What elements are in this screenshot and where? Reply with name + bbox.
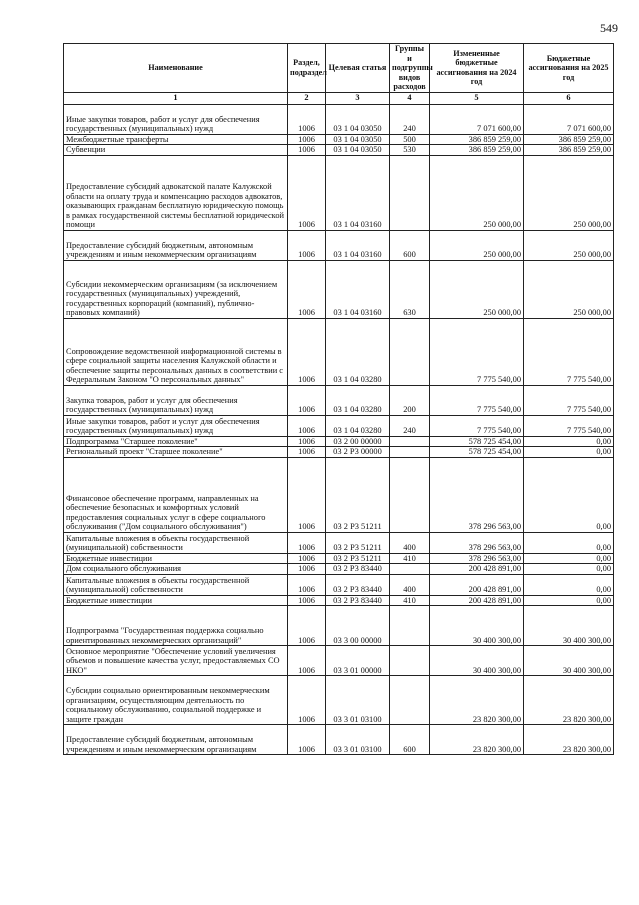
row-section: 1006 (288, 676, 326, 725)
row-name: Субвенции (64, 145, 288, 156)
row-target: 03 2 P3 00000 (326, 447, 390, 458)
column-number: 2 (288, 92, 326, 104)
row-name: Дом социального обслуживания (64, 564, 288, 575)
row-section: 1006 (288, 457, 326, 532)
row-amount-2024: 7 775 540,00 (430, 385, 524, 415)
row-amount-2024: 386 859 259,00 (430, 145, 524, 156)
row-name: Региональный проект "Старшее поколение" (64, 447, 288, 458)
row-amount-2024: 30 400 300,00 (430, 646, 524, 676)
row-section: 1006 (288, 725, 326, 755)
row-section: 1006 (288, 436, 326, 447)
row-name: Подпрограмма "Государственная поддержка социально ориентированных некоммерческих организаций" (64, 606, 288, 646)
row-amount-2025: 30 400 300,00 (524, 646, 614, 676)
row-name: Подпрограмма "Старшее поколение" (64, 436, 288, 447)
table-row (64, 564, 614, 575)
row-amount-2025: 7 775 540,00 (524, 385, 614, 415)
row-group: 500 (390, 134, 430, 145)
row-target: 03 2 P3 83440 (326, 564, 390, 575)
row-target: 03 1 04 03050 (326, 134, 390, 145)
row-name: Иные закупки товаров, работ и услуг для обеспечения государственных (муниципальных) нужд (64, 104, 288, 134)
column-number-row (64, 92, 614, 104)
row-group (390, 606, 430, 646)
row-amount-2025: 0,00 (524, 574, 614, 595)
row-amount-2025: 7 775 540,00 (524, 415, 614, 436)
row-name: Предоставление субсидий адвокатской палате Калужской области на оплату труда и компенсацию расходов адвокатов, оказывающих гражданам бесплатную юридическую помощь в рамках государственной системы бесплатной юридической помощи (64, 155, 288, 230)
row-group (390, 436, 430, 447)
row-target: 03 3 01 00000 (326, 646, 390, 676)
row-amount-2024: 250 000,00 (430, 155, 524, 230)
row-group: 410 (390, 553, 430, 564)
table-row (64, 606, 614, 646)
row-group: 530 (390, 145, 430, 156)
row-amount-2025: 0,00 (524, 447, 614, 458)
row-section: 1006 (288, 595, 326, 606)
table-row (64, 145, 614, 156)
row-name: Финансовое обеспечение программ, направленных на обеспечение безопасных и комфортных условий предоставления социальных услуг в сфере социального обслуживания ("Дом социального обслуживания") (64, 457, 288, 532)
row-amount-2024: 578 725 454,00 (430, 436, 524, 447)
row-name: Основное мероприятие "Обеспечение условий увеличения объемов и повышение качества услуг, предоставляемых СО НКО" (64, 646, 288, 676)
row-target: 03 1 04 03160 (326, 260, 390, 318)
table-row (64, 553, 614, 564)
row-amount-2024: 7 775 540,00 (430, 415, 524, 436)
row-group (390, 155, 430, 230)
column-number: 1 (64, 92, 288, 104)
row-target: 03 3 01 03100 (326, 676, 390, 725)
table-row (64, 230, 614, 260)
row-group: 410 (390, 595, 430, 606)
table-row (64, 318, 614, 385)
row-amount-2024: 7 775 540,00 (430, 318, 524, 385)
row-amount-2024: 386 859 259,00 (430, 134, 524, 145)
table-row (64, 260, 614, 318)
row-name: Предоставление субсидий бюджетным, автономным учреждениям и иным некоммерческим организациям (64, 725, 288, 755)
row-amount-2025: 23 820 300,00 (524, 676, 614, 725)
row-name: Иные закупки товаров, работ и услуг для обеспечения государственных (муниципальных) нужд (64, 415, 288, 436)
table-row (64, 457, 614, 532)
row-section: 1006 (288, 385, 326, 415)
row-amount-2025: 0,00 (524, 436, 614, 447)
row-group: 200 (390, 385, 430, 415)
row-target: 03 2 00 00000 (326, 436, 390, 447)
row-amount-2024: 378 296 563,00 (430, 457, 524, 532)
row-amount-2024: 378 296 563,00 (430, 553, 524, 564)
row-amount-2025: 250 000,00 (524, 155, 614, 230)
row-section: 1006 (288, 230, 326, 260)
row-group: 240 (390, 415, 430, 436)
row-group (390, 447, 430, 458)
row-target: 03 2 P3 51211 (326, 457, 390, 532)
row-amount-2024: 250 000,00 (430, 260, 524, 318)
row-amount-2025: 250 000,00 (524, 230, 614, 260)
row-name: Межбюджетные трансферты (64, 134, 288, 145)
header-budget-2025: Бюджетные ассигнования на 2025 год (524, 44, 614, 93)
row-amount-2025: 23 820 300,00 (524, 725, 614, 755)
row-group: 240 (390, 104, 430, 134)
row-name: Субсидии социально ориентированным некоммерческим организациям, осуществляющим деятельность по социальному обслуживанию, социальной поддержке и защите граждан (64, 676, 288, 725)
row-target: 03 2 P3 51211 (326, 532, 390, 553)
row-target: 03 2 P3 83440 (326, 574, 390, 595)
row-amount-2025: 0,00 (524, 553, 614, 564)
row-amount-2025: 0,00 (524, 595, 614, 606)
column-number: 3 (326, 92, 390, 104)
header-changed-2024: Измененные бюджетные ассигнования на 2024 год (430, 44, 524, 93)
row-amount-2024: 200 428 891,00 (430, 574, 524, 595)
row-group (390, 646, 430, 676)
row-group: 400 (390, 574, 430, 595)
row-target: 03 1 04 03160 (326, 230, 390, 260)
column-number: 4 (390, 92, 430, 104)
header-section: Раздел, подраздел (288, 44, 326, 93)
row-name: Закупка товаров, работ и услуг для обеспечения государственных (муниципальных) нужд (64, 385, 288, 415)
header-name: Наименование (64, 44, 288, 93)
row-target: 03 1 04 03280 (326, 385, 390, 415)
row-name: Капитальные вложения в объекты государственной (муниципальной) собственности (64, 532, 288, 553)
row-group: 600 (390, 230, 430, 260)
budget-table (63, 43, 614, 755)
row-section: 1006 (288, 606, 326, 646)
row-amount-2025: 7 071 600,00 (524, 104, 614, 134)
row-section: 1006 (288, 574, 326, 595)
row-target: 03 2 P3 51211 (326, 553, 390, 564)
header-target: Целевая статья (326, 44, 390, 93)
table-row (64, 676, 614, 725)
column-number: 6 (524, 92, 614, 104)
row-name: Сопровождение ведомственной информационной системы в сфере социальной защиты населения Калужской области и обеспечение защиты персональных данных в соответствии с Федеральным Законом "О персональных данных" (64, 318, 288, 385)
row-amount-2024: 200 428 891,00 (430, 595, 524, 606)
row-amount-2024: 200 428 891,00 (430, 564, 524, 575)
row-section: 1006 (288, 564, 326, 575)
row-target: 03 1 04 03050 (326, 145, 390, 156)
row-name: Бюджетные инвестиции (64, 595, 288, 606)
row-amount-2024: 23 820 300,00 (430, 676, 524, 725)
row-group (390, 318, 430, 385)
row-name: Капитальные вложения в объекты государственной (муниципальной) собственности (64, 574, 288, 595)
row-name: Бюджетные инвестиции (64, 553, 288, 564)
row-amount-2024: 23 820 300,00 (430, 725, 524, 755)
row-target: 03 1 04 03280 (326, 318, 390, 385)
table-row (64, 646, 614, 676)
row-group: 600 (390, 725, 430, 755)
table-row (64, 104, 614, 134)
row-target: 03 2 P3 83440 (326, 595, 390, 606)
row-amount-2025: 250 000,00 (524, 260, 614, 318)
row-section: 1006 (288, 134, 326, 145)
row-amount-2024: 578 725 454,00 (430, 447, 524, 458)
row-section: 1006 (288, 260, 326, 318)
row-amount-2025: 0,00 (524, 457, 614, 532)
row-group (390, 564, 430, 575)
row-amount-2025: 386 859 259,00 (524, 134, 614, 145)
row-group: 400 (390, 532, 430, 553)
row-group: 630 (390, 260, 430, 318)
row-amount-2025: 386 859 259,00 (524, 145, 614, 156)
row-section: 1006 (288, 553, 326, 564)
row-target: 03 1 04 03160 (326, 155, 390, 230)
page-number: 549 (600, 21, 618, 35)
header-row (64, 44, 614, 93)
table-row (64, 532, 614, 553)
table-row (64, 447, 614, 458)
column-number: 5 (430, 92, 524, 104)
row-section: 1006 (288, 318, 326, 385)
row-section: 1006 (288, 415, 326, 436)
table-row (64, 415, 614, 436)
row-amount-2024: 250 000,00 (430, 230, 524, 260)
row-section: 1006 (288, 145, 326, 156)
row-amount-2025: 0,00 (524, 532, 614, 553)
row-name: Субсидии некоммерческим организациям (за исключением государственных (муниципальных) учреждений, государственных корпораций (компаний), публично-правовых компаний) (64, 260, 288, 318)
row-target: 03 3 00 00000 (326, 606, 390, 646)
row-name: Предоставление субсидий бюджетным, автономным учреждениям и иным некоммерческим организациям (64, 230, 288, 260)
table-row (64, 134, 614, 145)
row-section: 1006 (288, 646, 326, 676)
header-groups: Группы и подгруппы видов расходов (390, 44, 430, 93)
row-amount-2024: 378 296 563,00 (430, 532, 524, 553)
table-row (64, 574, 614, 595)
row-section: 1006 (288, 447, 326, 458)
row-target: 03 1 04 03050 (326, 104, 390, 134)
table-row (64, 155, 614, 230)
row-section: 1006 (288, 104, 326, 134)
row-section: 1006 (288, 532, 326, 553)
row-group (390, 676, 430, 725)
table-row (64, 385, 614, 415)
table-row (64, 725, 614, 755)
row-group (390, 457, 430, 532)
row-amount-2024: 7 071 600,00 (430, 104, 524, 134)
row-amount-2025: 0,00 (524, 564, 614, 575)
row-target: 03 3 01 03100 (326, 725, 390, 755)
row-amount-2025: 30 400 300,00 (524, 606, 614, 646)
row-section: 1006 (288, 155, 326, 230)
table-row (64, 436, 614, 447)
row-amount-2025: 7 775 540,00 (524, 318, 614, 385)
table-row (64, 595, 614, 606)
row-target: 03 1 04 03280 (326, 415, 390, 436)
row-amount-2024: 30 400 300,00 (430, 606, 524, 646)
